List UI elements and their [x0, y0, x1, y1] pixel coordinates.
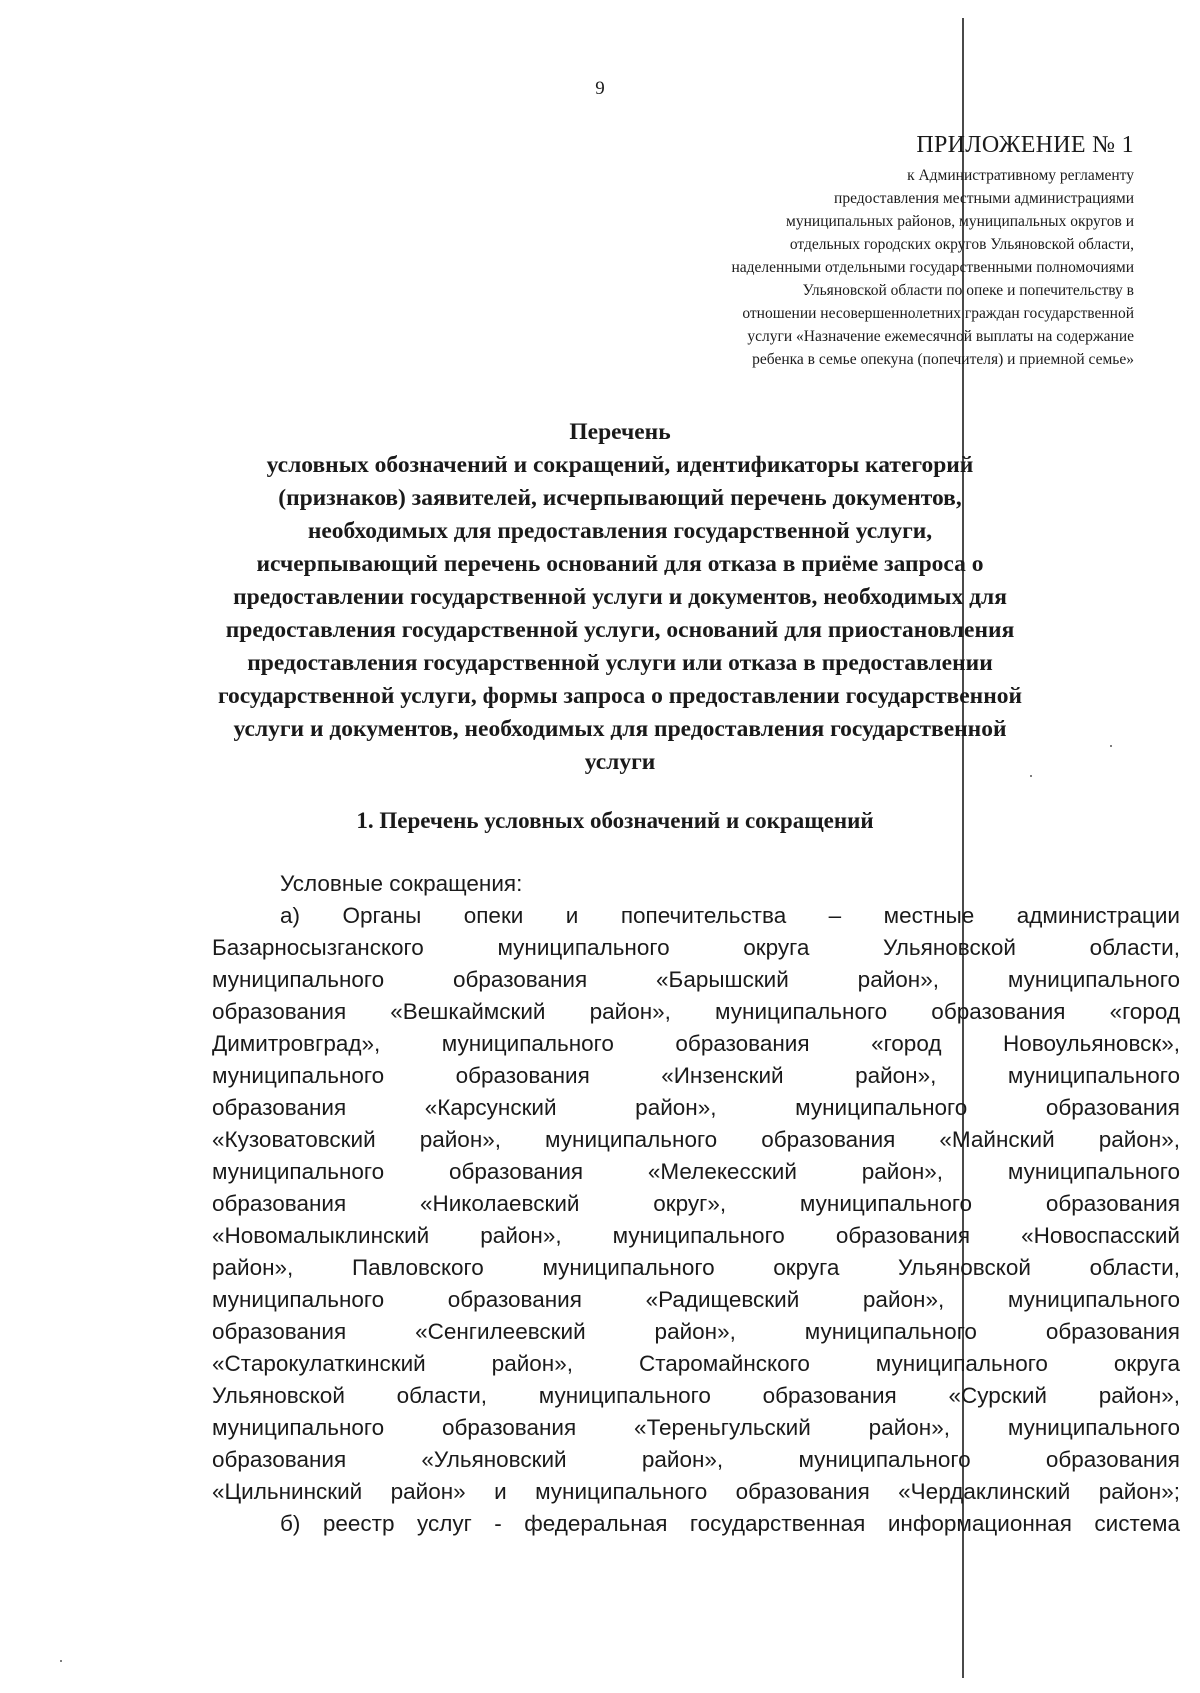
- body-line: Димитровград», муниципального образования «город Новоульяновск»,: [212, 1031, 1180, 1056]
- scan-speck: [60, 1660, 62, 1662]
- body-line: а) Органы опеки и попечительства – местные администрации: [280, 903, 1180, 928]
- heading-line: государственной услуги, формы запроса о предоставлении государственной: [217, 683, 1023, 709]
- appendix-line: к Административному регламенту: [907, 167, 1134, 184]
- body-line: «Кузоватовский район», муниципального образования «Майнский район»,: [212, 1127, 1180, 1152]
- heading-line: Перечень: [569, 419, 671, 445]
- body-line: муниципального образования «Радищевский район», муниципального: [212, 1287, 1180, 1312]
- appendix-title: ПРИЛОЖЕНИЕ № 1: [916, 132, 1134, 158]
- appendix-block: [574, 132, 1134, 371]
- page-number: 9: [595, 78, 605, 99]
- heading-line: необходимых для предоставления государственной услуги,: [307, 518, 933, 544]
- body-line: муниципального образования «Инзенский район», муниципального: [212, 1063, 1180, 1088]
- appendix-line: предоставления местными администрациями: [834, 190, 1134, 207]
- appendix-line: ребенка в семье опекуна (попечителя) и приемной семье»: [752, 351, 1134, 368]
- body-line: «Новомалыклинский район», муниципального образования «Новоспасский: [212, 1223, 1180, 1248]
- appendix-line: наделенными отдельными государственными полномочиями: [731, 259, 1134, 276]
- document-heading: [40, 416, 1200, 779]
- appendix-line: отдельных городских округов Ульяновской области,: [789, 236, 1134, 253]
- body-line: Ульяновской области, муниципального образования «Сурский район»,: [212, 1383, 1180, 1408]
- body-line: образования «Карсунский район», муниципального образования: [212, 1095, 1180, 1120]
- body-text: [212, 868, 1180, 1540]
- body-line: район», Павловского муниципального округа Ульяновской области,: [212, 1255, 1180, 1280]
- appendix-line: Ульяновской области по опеке и попечительству в: [802, 282, 1134, 299]
- body-line: образования «Ульяновский район», муниципального образования: [212, 1447, 1180, 1472]
- appendix-line: услуги «Назначение ежемесячной выплаты на содержание: [747, 328, 1134, 345]
- heading-line: услуги и документов, необходимых для предоставления государственной: [233, 716, 1007, 742]
- appendix-line: отношении несовершеннолетних граждан государственной: [742, 305, 1134, 322]
- body-line: муниципального образования «Тереньгульский район», муниципального: [212, 1415, 1180, 1440]
- body-line: образования «Николаевский округ», муниципального образования: [212, 1191, 1180, 1216]
- body-intro: Условные сокращения:: [280, 871, 523, 896]
- heading-line: услуги: [584, 749, 656, 775]
- heading-line: исчерпывающий перечень оснований для отказа в приёме запроса о: [256, 551, 984, 577]
- heading-line: предоставлении государственной услуги и документов, необходимых для: [233, 584, 1007, 610]
- body-line: образования «Вешкаймский район», муниципального образования «город: [212, 999, 1180, 1024]
- body-line: б) реестр услуг - федеральная государственная информационная система: [280, 1511, 1180, 1536]
- body-line: «Цильнинский район» и муниципального образования «Чердаклинский район»;: [212, 1479, 1180, 1504]
- body-line: Базарносызганского муниципального округа Ульяновской области,: [212, 935, 1180, 960]
- heading-line: (признаков) заявителей, исчерпывающий перечень документов,: [278, 485, 962, 511]
- heading-line: предоставления государственной услуги или отказа в предоставлении: [247, 650, 993, 676]
- heading-line: условных обозначений и сокращений, идентификаторы категорий: [266, 452, 974, 478]
- section-title: 1. Перечень условных обозначений и сокращений: [356, 808, 874, 833]
- body-line: образования «Сенгилеевский район», муниципального образования: [212, 1319, 1180, 1344]
- heading-line: предоставления государственной услуги, оснований для приостановления: [225, 617, 1015, 643]
- body-line: муниципального образования «Барышский район», муниципального: [212, 967, 1180, 992]
- body-line: «Старокулаткинский район», Старомайнского муниципального округа: [212, 1351, 1180, 1376]
- appendix-line: муниципальных районов, муниципальных округов и: [786, 213, 1134, 230]
- body-line: муниципального образования «Мелекесский район», муниципального: [212, 1159, 1180, 1184]
